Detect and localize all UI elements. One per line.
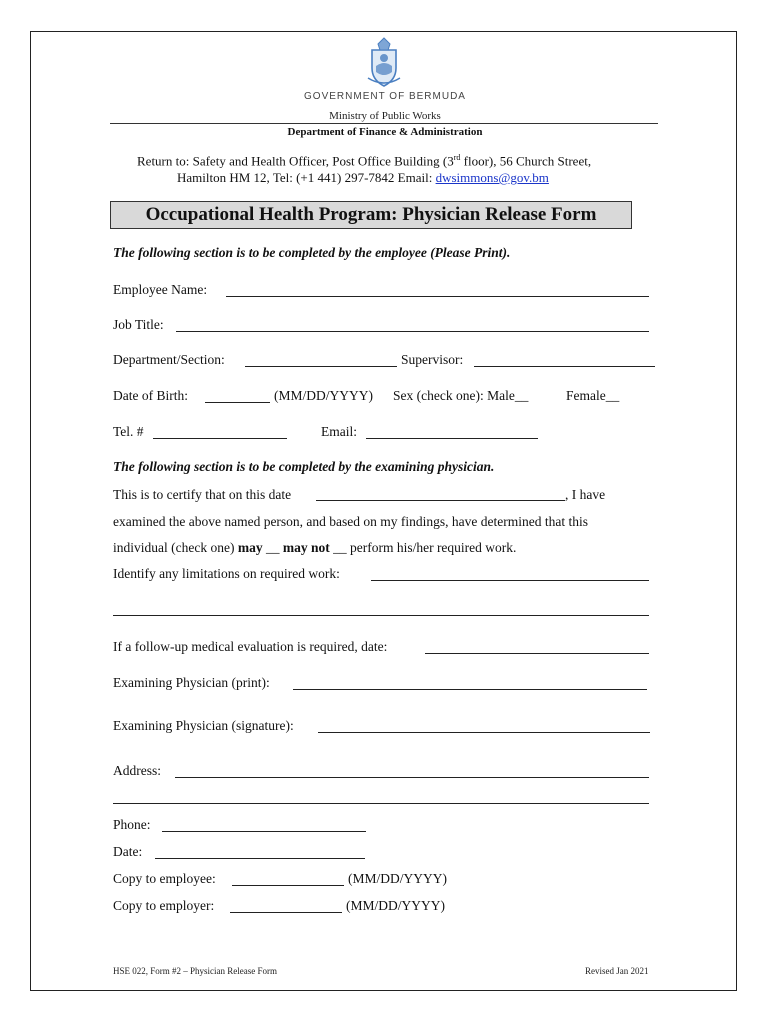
government-name: GOVERNMENT OF BERMUDA	[304, 91, 466, 102]
limitations-label: Identify any limitations on required work:	[113, 566, 340, 581]
date-field[interactable]	[155, 858, 365, 859]
copy-employee-label: Copy to employee:	[113, 871, 216, 886]
may-not-option[interactable]: may not	[282, 540, 330, 555]
form-title: Occupational Health Program: Physician Release Form	[110, 201, 632, 229]
copy-employee-date-field[interactable]	[232, 885, 344, 886]
dob-label: Date of Birth:	[113, 388, 188, 403]
email-label: Email:	[321, 424, 357, 439]
sex-male-option[interactable]: Sex (check one): Male__	[393, 388, 529, 403]
may-option[interactable]: may	[237, 540, 263, 555]
physician-print-label: Examining Physician (print):	[113, 675, 270, 690]
copy-employer-label: Copy to employer:	[113, 898, 215, 913]
tel-field[interactable]	[153, 438, 287, 439]
ministry-name: Ministry of Public Works	[329, 110, 441, 122]
physician-signature-field[interactable]	[318, 732, 650, 733]
email-field[interactable]	[366, 438, 538, 439]
address-field-continued[interactable]	[113, 803, 649, 804]
return-address-line1: Return to: Safety and Health Officer, Post Office Building (3rd floor), 56 Church Street,	[137, 153, 592, 169]
physician-print-field[interactable]	[293, 689, 647, 690]
department-name: Department of Finance & Administration	[287, 126, 483, 138]
tel-label: Tel. #	[113, 424, 144, 439]
department-field[interactable]	[245, 366, 397, 367]
date-label: Date:	[113, 844, 143, 859]
address-label: Address:	[113, 763, 161, 778]
certify-suffix: , I have	[565, 487, 606, 502]
supervisor-field[interactable]	[474, 366, 655, 367]
employee-name-field[interactable]	[226, 296, 649, 297]
job-title-label: Job Title:	[113, 317, 164, 332]
revision-date: Revised Jan 2021	[585, 966, 649, 976]
work-status-statement: individual (check one) may __ may not __ perform his/her required work.	[113, 540, 517, 555]
sex-female-option[interactable]: Female__	[566, 388, 620, 403]
examined-statement: examined the above named person, and based on my findings, have determined that this	[113, 514, 588, 529]
limitations-field[interactable]	[371, 580, 649, 581]
header-divider	[110, 123, 658, 124]
follow-up-date-field[interactable]	[425, 653, 649, 654]
phone-label: Phone:	[113, 817, 151, 832]
copy-employee-format: (MM/DD/YYYY)	[348, 871, 447, 886]
certify-label: This is to certify that on this date	[113, 487, 292, 502]
address-field[interactable]	[175, 777, 649, 778]
copy-employer-format: (MM/DD/YYYY)	[346, 898, 445, 913]
employee-name-label: Employee Name:	[113, 282, 208, 297]
phone-field[interactable]	[162, 831, 366, 832]
bermuda-crest-icon	[364, 36, 404, 88]
exam-date-field[interactable]	[316, 500, 565, 501]
department-label: Department/Section:	[113, 352, 225, 367]
copy-employer-date-field[interactable]	[230, 912, 342, 913]
return-address-line2: Hamilton HM 12, Tel: (+1 441) 297-7842 Email: dwsimmons@gov.bm	[177, 170, 549, 185]
physician-signature-label: Examining Physician (signature):	[113, 718, 294, 733]
dob-format: (MM/DD/YYYY)	[274, 388, 373, 403]
employee-section-heading: The following section is to be completed by the employee (Please Print).	[113, 245, 511, 260]
dob-field[interactable]	[205, 402, 270, 403]
limitations-field-continued[interactable]	[113, 615, 649, 616]
physician-section-heading: The following section is to be completed by the examining physician.	[113, 459, 495, 474]
follow-up-label: If a follow-up medical evaluation is required, date:	[113, 639, 388, 654]
form-identifier: HSE 022, Form #2 – Physician Release Form	[113, 966, 277, 976]
job-title-field[interactable]	[176, 331, 649, 332]
email-link[interactable]: dwsimmons@gov.bm	[435, 170, 549, 185]
supervisor-label: Supervisor:	[401, 352, 464, 367]
